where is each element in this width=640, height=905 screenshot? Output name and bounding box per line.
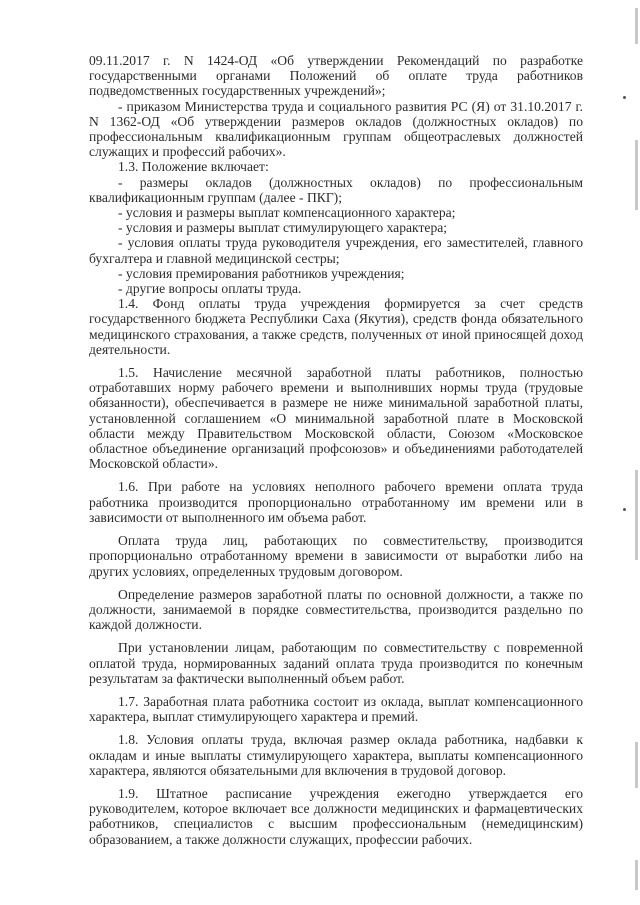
scan-edge-shadow [635, 742, 638, 788]
scan-speck [623, 508, 626, 511]
scan-edge-shadow [635, 470, 638, 560]
section-heading: 1.3. Положение включает: [118, 159, 269, 175]
list-item: - условия премирования работников учреждения; [118, 265, 405, 281]
list-item: - условия и размеры выплат компенсационного характера; [118, 205, 456, 221]
paragraph: Определение размеров заработной платы по основной должности, а также по должности, занимаемой в порядке совместительства, производится раздельно по каждой должности. [89, 586, 583, 633]
list-item: - условия оплаты труда руководителя учреждения, его заместителей, главного бухгалтера и главной медицинской сестры; [89, 235, 583, 266]
list-item: - условия и размеры выплат стимулирующего характера; [118, 220, 448, 236]
paragraph: Оплата труда лиц, работающих по совместительству, производится пропорционально отработанному времени в зависимости от выработки либо на других условиях, определенных трудовым договором. [89, 533, 583, 579]
paragraph: 1.6. При работе на условиях неполного рабочего времени оплата труда работника производится пропорционально отработанному им времени или в зависимости от выполненного им объема работ. [89, 479, 583, 525]
document-body [89, 53, 583, 847]
paragraph: - приказом Министерства труда и социального развития РС (Я) от 31.10.2017 г. N 1362-ОД «Об утверждении размеров окладов (должностных окладов) по профессиональным квалификационным группам общеотраслевых должностей служащих и профессий рабочих». [89, 98, 583, 160]
paragraph: 1.5. Начисление месячной заработной платы работников, полностью отработавших норму рабочего времени и выполнивших нормы труда (трудовые обязанности), обеспечивается в размере не ниже минимальной заработной платы, установленной соглашением «О минимальной заработной плате в Московской области между Правительством Московской области, Союзом «Московское областное объединение организаций профсоюзов» и объединениями работодателей Московской области». [89, 365, 583, 472]
scan-edge-shadow [635, 860, 638, 890]
list-item: - другие вопросы оплаты труда. [118, 281, 302, 297]
scan-speck [623, 96, 626, 99]
paragraph: 1.8. Условия оплаты труда, включая размер оклада работника, надбавки к окладам и иные выплаты стимулирующего характера, выплаты компенсационного характера, являются обязательными для включения в трудовой договор. [89, 732, 583, 778]
paragraph: 1.7. Заработная плата работника состоит из оклада, выплат компенсационного характера, выплат стимулирующего характера и премий. [89, 693, 583, 725]
paragraph: При установлении лицам, работающим по совместительству с повременной оплатой труда, нормированных заданий оплата труда производится по конечным результатам за фактически выполненный объем работ. [89, 640, 583, 686]
scan-edge-shadow [635, 140, 638, 210]
scan-edge-shadow [635, 8, 638, 44]
paragraph: 09.11.2017 г. N 1424-ОД «Об утверждении Рекомендаций по разработке государственными органами Положений об оплате труда работников подведомственных государственных учреждений»; [89, 53, 583, 99]
paragraph: 1.4. Фонд оплаты труда учреждения формируется за счет средств государственного бюджета Республики Саха (Якутия), средств фонда обязательного медицинского страхования, а также средств, полученных от иной приносящей доход деятельности. [89, 296, 583, 357]
paragraph: 1.9. Штатное расписание учреждения ежегодно утверждается его руководителем, которое включает все должности медицинских и фармацевтических работников, специалистов с высшим профессиональным (немедицинским) образованием, а также должности служащих, профессии рабочих. [89, 785, 583, 847]
list-item: - размеры окладов (должностных окладов) по профессиональным квалификационным группам (далее - ПКГ); [89, 174, 583, 205]
